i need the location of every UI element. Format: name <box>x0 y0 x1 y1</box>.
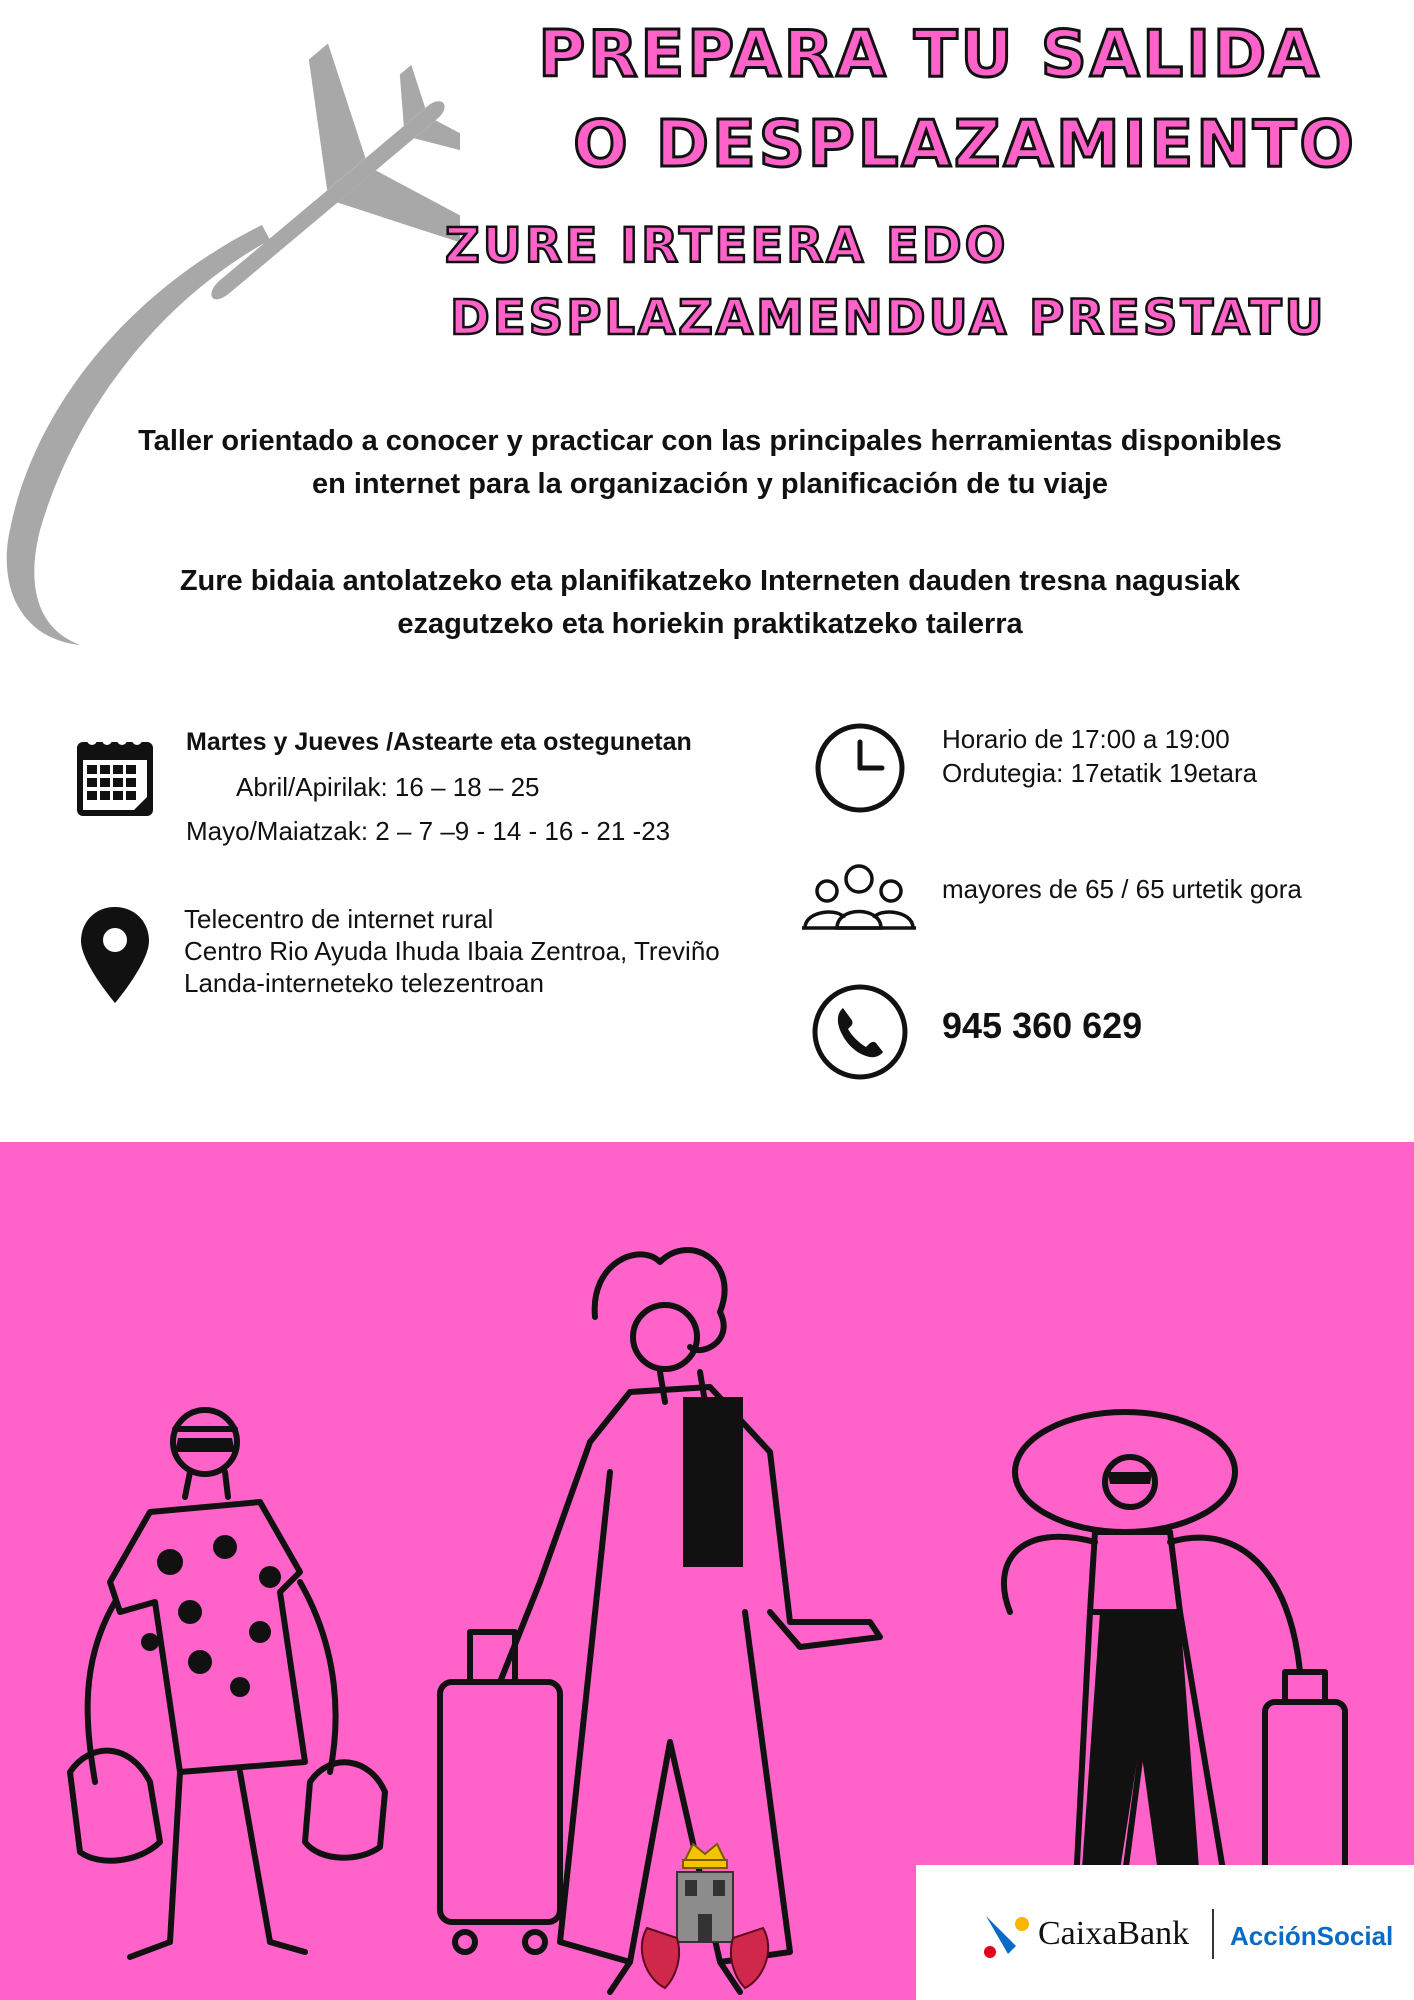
caixabank-star-icon <box>976 1910 1034 1962</box>
schedule-days: Martes y Jueves /Astearte eta ostegunetan <box>186 728 692 756</box>
sponsor-brand: CaixaBank <box>1038 1915 1190 1952</box>
description-es <box>60 420 1360 506</box>
description-es-line1: Taller orientado a conocer y practicar con las principales herramientas disponibles <box>138 425 1282 457</box>
title-es-line2: O DESPLAZAMIENTO <box>573 108 1357 182</box>
description-eu-line1: Zure bidaia antolatzeko eta planifikatzeko Interneten dauden tresna nagusiak <box>179 565 1241 597</box>
phone-number[interactable]: 945 360 629 <box>942 1005 1143 1046</box>
clock-icon <box>812 720 908 816</box>
schedule-may: Mayo/Maiatzak: 2 – 7 –9 - 14 - 16 - 21 -23 <box>186 816 671 846</box>
sponsor-divider <box>1212 1909 1214 1959</box>
coat-of-arms-icon <box>625 1838 785 1998</box>
location-line1: Telecentro de internet rural <box>184 904 494 934</box>
location-pin-icon <box>78 905 152 1005</box>
description-eu <box>60 560 1360 646</box>
hours-line1: Horario de 17:00 a 19:00 <box>942 724 1230 754</box>
description-es-line2: en internet para la organización y planificación de tu viaje <box>311 468 1109 500</box>
description-eu-line2: ezagutzeko eta horiekin praktikatzeko tailerra <box>397 608 1023 640</box>
audience-text: mayores de 65 / 65 urtetik gora <box>942 874 1302 904</box>
sponsor-logo <box>916 1865 1414 2000</box>
title-es-line1: PREPARA TU SALIDA <box>538 18 1322 92</box>
title-eu-line1: ZURE IRTEERA EDO <box>445 218 1009 274</box>
calendar-icon <box>74 732 158 822</box>
sponsor-program: AcciónSocial <box>1230 1921 1394 1951</box>
phone-icon <box>810 982 910 1082</box>
location-line2: Centro Rio Ayuda Ihuda Ibaia Zentroa, Treviño <box>184 936 720 966</box>
schedule-april: Abril/Apirilak: 16 – 18 – 25 <box>236 772 540 802</box>
hours-line2: Ordutegia: 17etatik 19etara <box>942 758 1258 788</box>
group-icon <box>800 862 918 930</box>
title-eu-line2: DESPLAZAMENDUA PRESTATU <box>450 290 1327 346</box>
location-line3: Landa-interneteko telezentroan <box>184 968 544 998</box>
